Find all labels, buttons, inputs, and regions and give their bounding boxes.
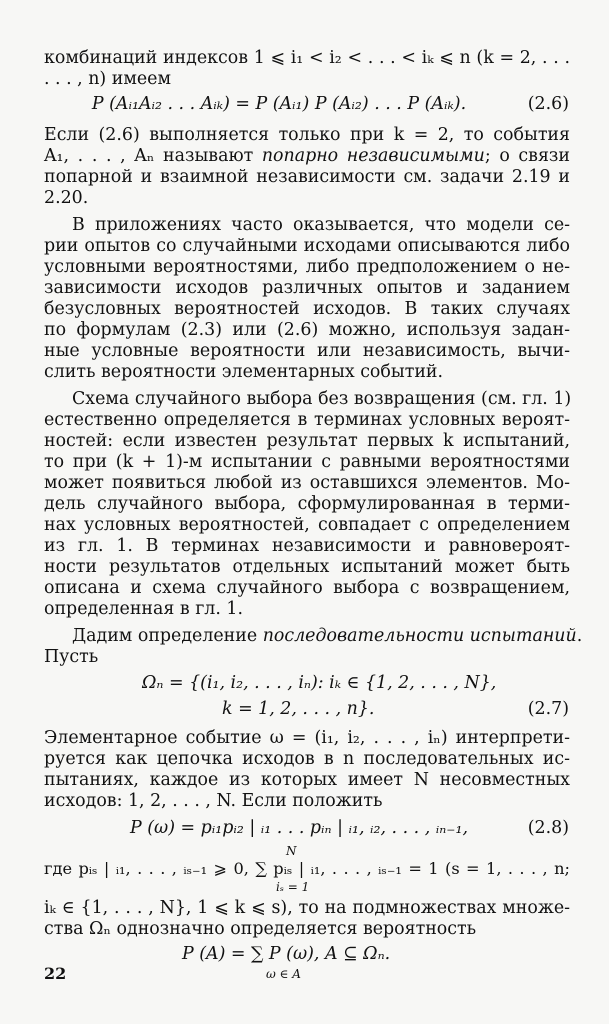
text-line: по формулам (2.3) или (2.6) можно, используя задан- [44,320,570,340]
text-line: зависимости исходов различных опытов и заданием [44,278,570,298]
equation-number: (2.7) [527,699,569,719]
text-line: iₖ ∈ {1, . . . , N}, 1 ⩽ k ⩽ s), то на подмножествах множе- [44,898,570,918]
text-line: 2.20. [44,188,89,208]
text-line: A₁, . . . , Aₙ называют попарно независимыми; о связи [44,146,571,166]
equation-2-6: P (Aᵢ₁Aᵢ₂ . . . Aᵢₖ) = P (Aᵢ₁) P (Aᵢ₂) . . . P (Aᵢₖ). [91,94,467,114]
page-number: 22 [44,964,67,983]
equation-number: (2.6) [527,94,569,114]
text-line: ностей: если известен результат первых k испытаний, [44,431,570,451]
sum-lower-limit: iₛ = 1 [276,880,310,894]
text-line: из гл. 1. В терминах независимости и равновероят- [44,536,570,556]
text-line: Пусть [44,647,99,667]
text-line: попарной и взаимной независимости см. задачи 2.19 и [44,167,570,187]
text-line: исходов: 1, 2, . . . , N. Если положить [44,791,383,811]
text-line: В приложениях часто оказывается, что модели се- [72,215,570,235]
text-line: условными вероятностями, либо предположением о не- [44,257,570,277]
text-line: комбинаций индексов 1 ⩽ i₁ < i₂ < . . . < iₖ ⩽ n (k = 2, . . . [44,48,570,68]
text-line: Схема случайного выбора без возвращения (см. гл. 1) [72,389,572,409]
text-line: ства Ωₙ однозначно определяется вероятность [44,919,477,939]
text-line: дель случайного выбора, сформулированная в терми- [44,494,570,514]
text-line: ности результатов отдельных испытаний может быть [44,557,570,577]
text-line: может появиться любой из оставшихся элементов. Мо- [44,473,570,493]
equation-number: (2.8) [527,818,569,838]
equation-final: P (A) = ∑ P (ω), A ⊆ Ωₙ. [182,944,391,964]
text-line: безусловных вероятностей исходов. В таких случаях [44,299,570,319]
text-line: рии опытов со случайными исходами описываются либо [44,236,570,256]
text-line: Элементарное событие ω = (i₁, i₂, . . . , iₙ) интерпрети- [44,728,570,748]
text-line: пытаниях, каждое из которых имеет N несовместных [44,770,570,790]
text-line: то при (k + 1)-м испытании с равными вероятностями [44,452,570,472]
equation-2-7: Ωₙ = {(i₁, i₂, . . . , iₙ): iₖ ∈ {1, 2, . . . , N}, [142,673,497,693]
text-line: ные условные вероятности или независимость, вычи- [44,341,570,361]
text-line: Дадим определение последовательности испытаний. [72,626,583,646]
equation-2-7-line2: k = 1, 2, . . . , n}. [222,699,375,719]
text-line: где pᵢₛ | ᵢ₁, . . . , ᵢₛ₋₁ ⩾ 0, ∑ pᵢₛ | ᵢ₁, . . . , ᵢₛ₋₁ = 1 (s = 1, . . . , n; [44,859,570,878]
sum-upper-limit: N [286,844,297,858]
sum-lower-limit: ω ∈ A [266,967,301,981]
text-line: слить вероятности элементарных событий. [44,362,444,382]
text-line: описана и схема случайного выбора с возвращением, [44,578,570,598]
text-line: . . . , n) имеем [44,69,171,89]
equation-2-8: P (ω) = pᵢ₁pᵢ₂ | ᵢ₁ . . . pᵢₙ | ᵢ₁, ᵢ₂, . . . , ᵢₙ₋₁, [130,818,468,838]
text-line: естественно определяется в терминах условных вероят- [44,410,570,430]
text-line: Если (2.6) выполняется только при k = 2, то события [44,125,570,145]
text-line: нах условных вероятностей, совпадает с определением [44,515,570,535]
text-line: руется как цепочка исходов в n последовательных ис- [44,749,570,769]
text-line: определенная в гл. 1. [44,599,243,619]
